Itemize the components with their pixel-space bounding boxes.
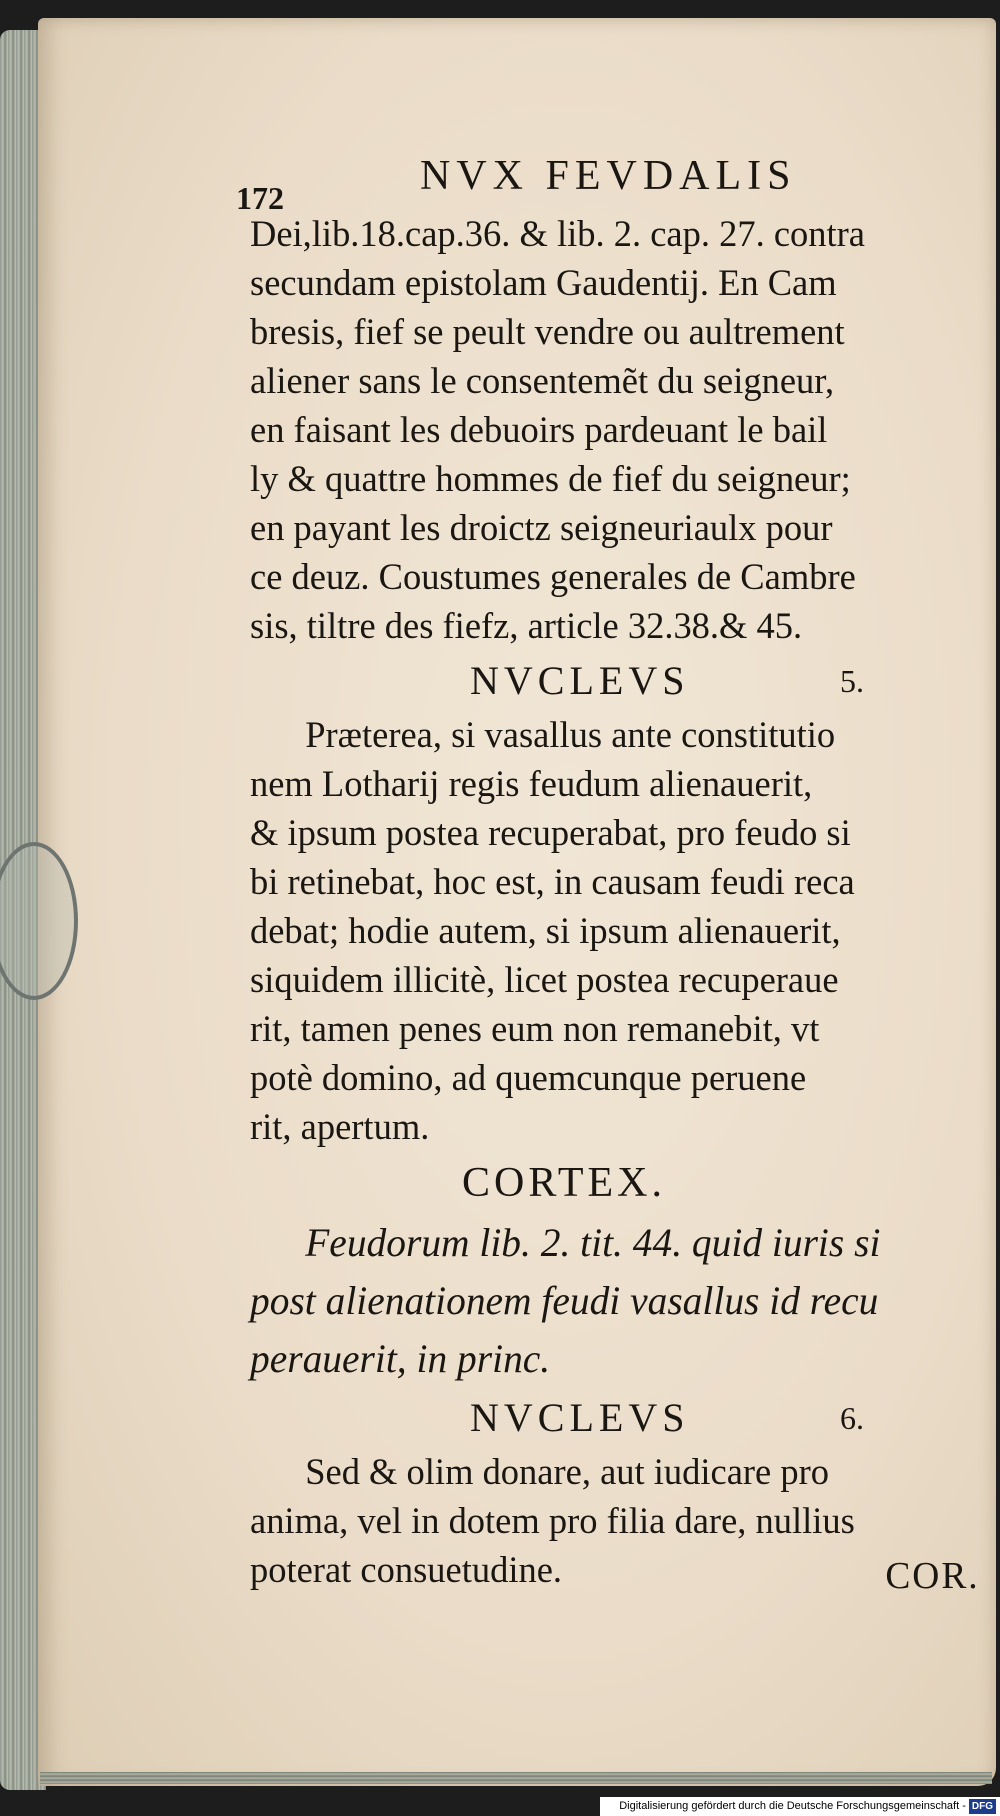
text-line: Præterea, si vasallus ante constitutio (305, 715, 836, 756)
text-line: Dei,lib.18.cap.36. & lib. 2. cap. 27. contra (250, 214, 865, 255)
text-line: en payant les droictz seigneuriaulx pour (250, 508, 833, 549)
text-line: ce deuz. Coustumes generales de Cambre (250, 557, 856, 598)
text-line-last (250, 1546, 980, 1595)
section-heading-nucleus-6 (470, 1388, 990, 1448)
section-number: 5. (840, 663, 864, 699)
text-line: rit, tamen penes eum non remanebit, vt (250, 1009, 820, 1050)
text-line: bresis, fief se peult vendre ou aultrement (250, 312, 845, 353)
book-bottom-edge (40, 1772, 992, 1784)
section-heading-cortex: CORTEX. (462, 1160, 666, 1206)
text-line: en faisant les debuoirs pardeuant le bail (250, 410, 828, 451)
running-head: NVX FEVDALIS (420, 153, 797, 199)
text-line: potè domino, ad quemcunque peruene (250, 1058, 807, 1099)
text-line-italic: perauerit, in princ. (250, 1336, 551, 1381)
section-title: NVCLEVS (470, 658, 690, 703)
digitization-credit (600, 1797, 1000, 1816)
text-line: siquidem illicitè, licet postea recuperaue (250, 960, 839, 1001)
page-header (236, 152, 990, 216)
credit-text: Digitalisierung gefördert durch die Deutsche Forschungsgemeinschaft - (619, 1800, 966, 1812)
text-line-content: poterat consuetudine. (250, 1550, 563, 1591)
text-line-italic: Feudorum lib. 2. tit. 44. quid iuris si (305, 1220, 881, 1265)
text-line: ly & quattre hommes de fief du seigneur; (250, 459, 851, 500)
section-number: 6. (840, 1400, 864, 1436)
page-number: 172 (236, 180, 284, 216)
catchword: COR. (885, 1555, 980, 1597)
text-line: rit, apertum. (250, 1107, 430, 1148)
text-line: anima, vel in dotem pro filia dare, nullius (250, 1501, 855, 1542)
text-line: aliener sans le consentemẽt du seigneur, (250, 361, 835, 402)
section-title: NVCLEVS (470, 1395, 690, 1440)
text-line: debat; hodie autem, si ipsum alienauerit, (250, 911, 841, 952)
text-line: nem Lotharij regis feudum alienauerit, (250, 764, 813, 805)
text-line: bi retinebat, hoc est, in causam feudi reca (250, 862, 855, 903)
text-line: Sed & olim donare, aut iudicare pro (305, 1452, 829, 1493)
section-heading-nucleus-5 (470, 651, 990, 711)
page-text (236, 152, 990, 1597)
text-line-italic: post alienationem feudi vasallus id recu (250, 1278, 879, 1323)
text-line: sis, tiltre des fiefz, article 32.38.& 45. (250, 606, 803, 647)
dfg-logo: DFG (969, 1799, 996, 1814)
text-line: secundam epistolam Gaudentij. En Cam (250, 263, 837, 304)
text-line: & ipsum postea recuperabat, pro feudo si (250, 813, 851, 854)
